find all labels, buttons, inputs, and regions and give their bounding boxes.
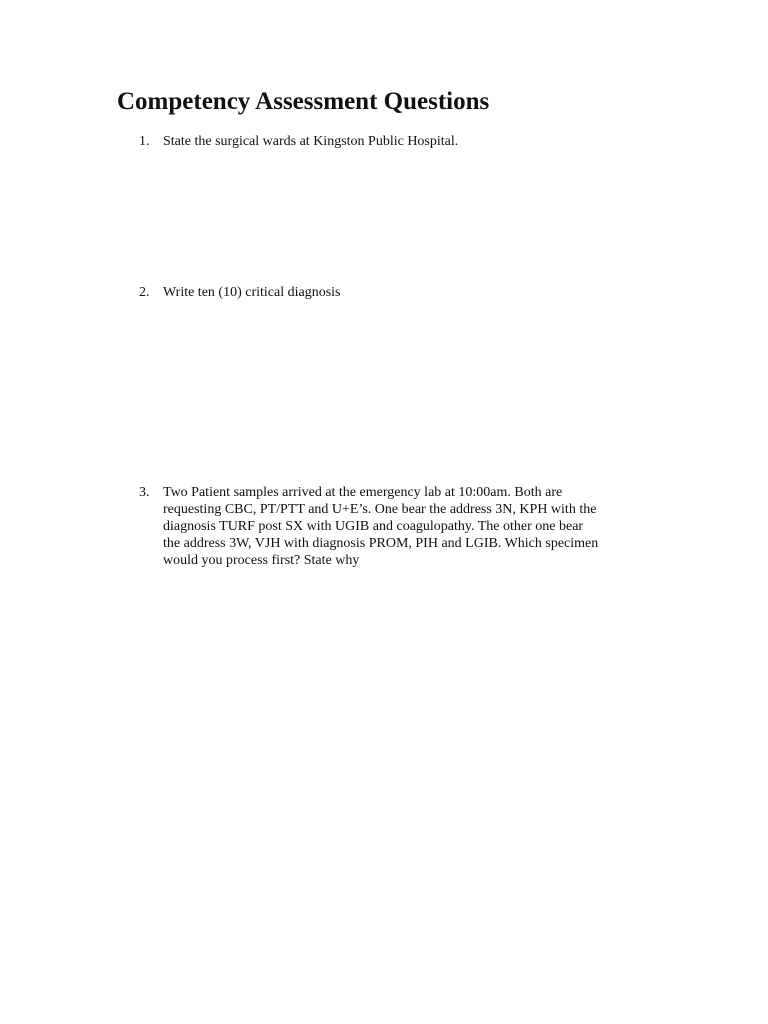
question-1-line-1: State the surgical wards at Kingston Public Hospital.: [163, 134, 459, 149]
question-2-line-1: Write ten (10) critical diagnosis: [163, 285, 341, 300]
question-3-line-2: requesting CBC, PT/PTT and U+E’s. One bear the address 3N, KPH with the: [163, 502, 597, 517]
question-3-line-4: the address 3W, VJH with diagnosis PROM, PIH and LGIB. Which specimen: [163, 536, 599, 551]
question-1-number: 1.: [139, 134, 150, 149]
question-3-line-5: would you process first? State why: [163, 553, 360, 568]
question-2-text: [163, 284, 703, 301]
question-3-line-3: diagnosis TURF post SX with UGIB and coagulopathy. The other one bear: [163, 519, 584, 534]
question-3-line-1: Two Patient samples arrived at the emergency lab at 10:00am. Both are: [163, 485, 563, 500]
question-3-number: 3.: [139, 485, 150, 500]
question-1-text: [163, 133, 703, 150]
document-title: Competency Assessment Questions: [117, 88, 490, 115]
question-2-number: 2.: [139, 285, 150, 300]
question-3-text: [163, 484, 703, 569]
